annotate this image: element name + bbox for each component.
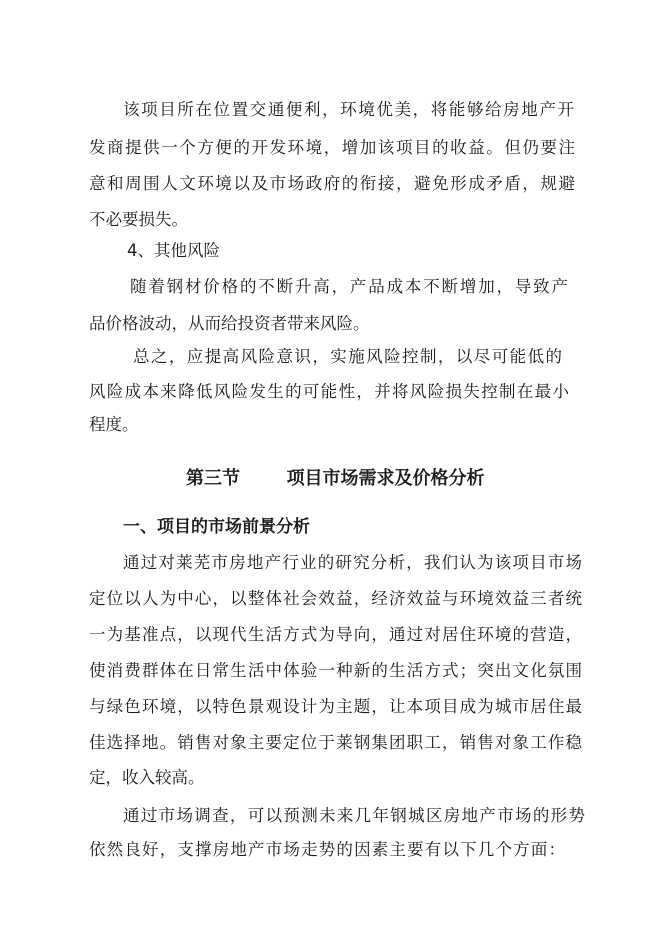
section-number: 第三节: [186, 468, 240, 489]
risk-heading: 4、其他风险: [127, 241, 220, 260]
paragraph-line: 依然良好，支撑房地产市场走势的因素主要有以下几个方面：: [89, 840, 565, 859]
section-title: 项目市场需求及价格分析: [286, 468, 485, 489]
paragraph-line: 不必要损失。: [89, 210, 188, 229]
paragraph-line: 发商提供一个方便的开发环境，增加该项目的收益。但仍要注: [89, 138, 575, 157]
paragraph-line: 一为基准点，以现代生活方式为导向，通过对居住环境的营造，: [89, 625, 582, 644]
paragraph-line: 定位以人为中心，以整体社会效益，经济效益与环境效益三者统: [89, 589, 582, 608]
paragraph-line: 风险成本来降低风险发生的可能性，并将风险损失控制在最小: [89, 382, 569, 401]
paragraph-line: 通过市场调查，可以预测未来几年钢城区房地产市场的形势: [123, 806, 585, 825]
paragraph-line: 随着钢材价格的不断升高，产品成本不断增加，导致产: [130, 277, 568, 296]
paragraph-line: 总之，应提高风险意识，实施风险控制，以尽可能低的: [133, 347, 562, 366]
paragraph-line: 品价格波动，从而给投资者带来风险。: [89, 314, 370, 333]
paragraph-line: 程度。: [89, 415, 139, 434]
paragraph-line: 通过对莱芜市房地产行业的研究分析，我们认为该项目市场: [123, 553, 582, 572]
paragraph-line: 该项目所在位置交通便利，环境优美，将能够给房地产开: [123, 100, 574, 119]
paragraph-line: 定，收入较高。: [89, 768, 205, 787]
subsection-heading: 一、项目的市场前景分析: [123, 517, 310, 537]
paragraph-line: 佳选择地。销售对象主要定位于莱钢集团职工，销售对象工作稳: [89, 733, 582, 752]
paragraph-line: 使消费群体在日常生活中体验一种新的生活方式；突出文化氛围: [89, 661, 582, 680]
paragraph-line: 与绿色环境，以特色景观设计为主题，让本项目成为城市居住最: [89, 697, 582, 716]
paragraph-line: 意和周围人文环境以及市场政府的衔接，避免形成矛盾，规避: [89, 174, 575, 193]
section-heading: [186, 467, 485, 491]
